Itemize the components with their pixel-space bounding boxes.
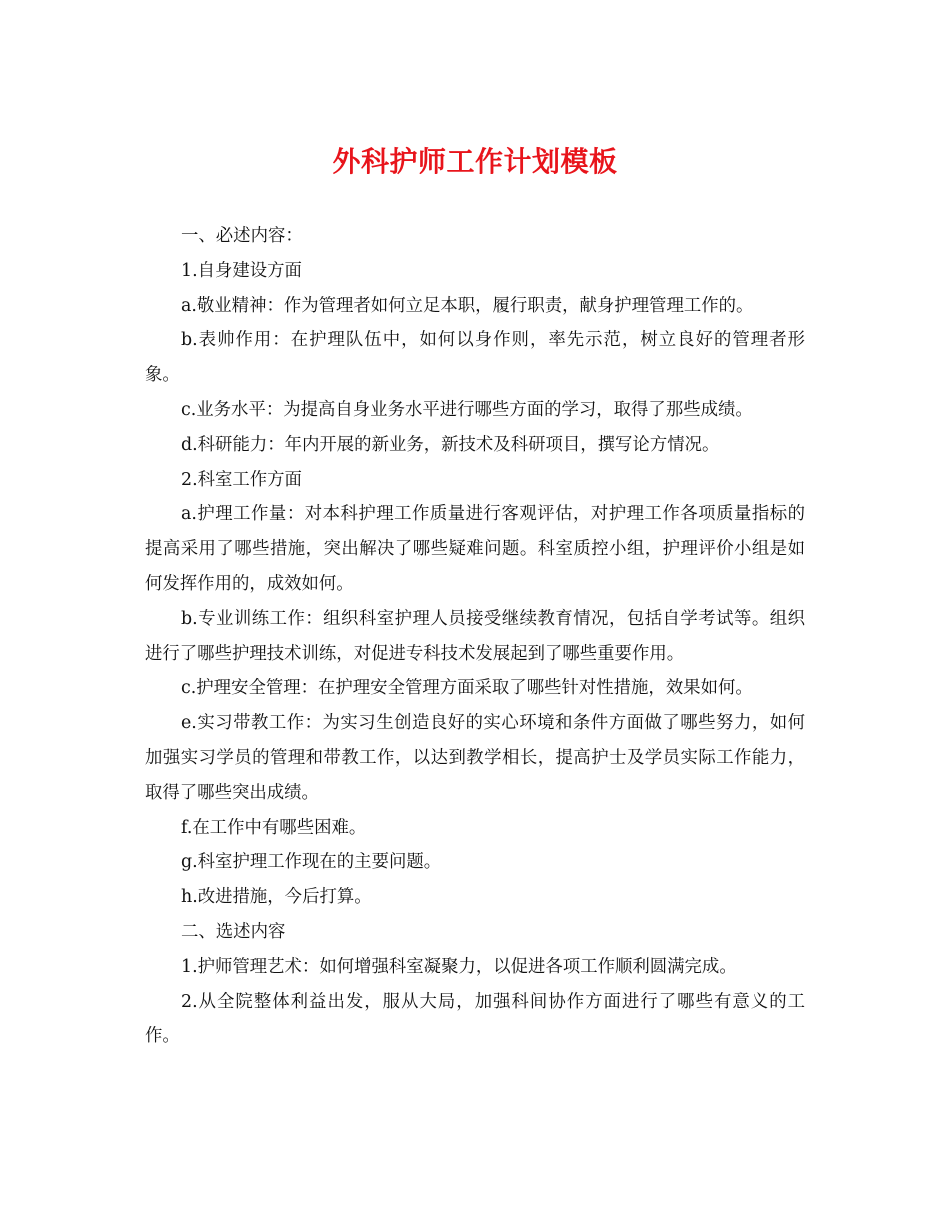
paragraph-role-model: b.表帅作用：在护理队伍中，如何以身作则，率先示范，树立良好的管理者形象。 bbox=[145, 330, 805, 386]
subheading-department-work: 2.科室工作方面 bbox=[181, 469, 302, 490]
paragraph-management-art: 1.护师管理艺术：如何增强科室凝聚力，以促进各项工作顺利圆满完成。 bbox=[181, 956, 737, 977]
paragraph-professional-level: c.业务水平：为提高自身业务水平进行哪些方面的学习，取得了那些成绩。 bbox=[181, 399, 753, 420]
paragraph-improvements: h.改进措施，今后打算。 bbox=[181, 887, 372, 908]
subheading-self-building: 1.自身建设方面 bbox=[181, 260, 302, 281]
paragraph-main-problems: g.科室护理工作现在的主要问题。 bbox=[181, 852, 442, 873]
paragraph-training: b.专业训练工作：组织科室护理人员接受继续教育情况，包括自学考试等。组织进行了哪些护理技术训练，对促进专科技术发展起到了哪些重要作用。 bbox=[145, 608, 805, 664]
paragraph-difficulties: f.在工作中有哪些困难。 bbox=[181, 817, 367, 838]
section-heading-required: 一、必述内容： bbox=[181, 226, 303, 246]
paragraph-safety-management: c.护理安全管理：在护理安全管理方面采取了哪些针对性措施，效果如何。 bbox=[181, 678, 753, 699]
paragraph-research-ability: d.科研能力：年内开展的新业务，新技术及科研项目，撰写论方情况。 bbox=[181, 434, 720, 455]
paragraph-cooperation: 2.从全院整体利益出发，服从大局，加强科间协作方面进行了哪些有意义的工作。 bbox=[145, 991, 805, 1047]
document-title: 外科护师工作计划模板 bbox=[332, 145, 618, 178]
paragraph-nursing-workload: a.护理工作量：对本科护理工作质量进行客观评估，对护理工作各项质量指标的提高采用了哪些措施，突出解决了哪些疑难问题。科室质控小组，护理评价小组是如何发挥作用的，成效如何。 bbox=[145, 504, 805, 594]
paragraph-dedication: a.敬业精神：作为管理者如何立足本职，履行职责，献身护理管理工作的。 bbox=[181, 295, 754, 316]
document-body bbox=[145, 219, 805, 1054]
section-heading-optional: 二、选述内容 bbox=[181, 921, 286, 942]
paragraph-internship-teaching: e.实习带教工作：为实习生创造良好的实心环境和条件方面做了哪些努力，如何加强实习学员的管理和带教工作，以达到教学相长，提高护士及学员实际工作能力，取得了哪些突出成绩。 bbox=[145, 713, 805, 803]
